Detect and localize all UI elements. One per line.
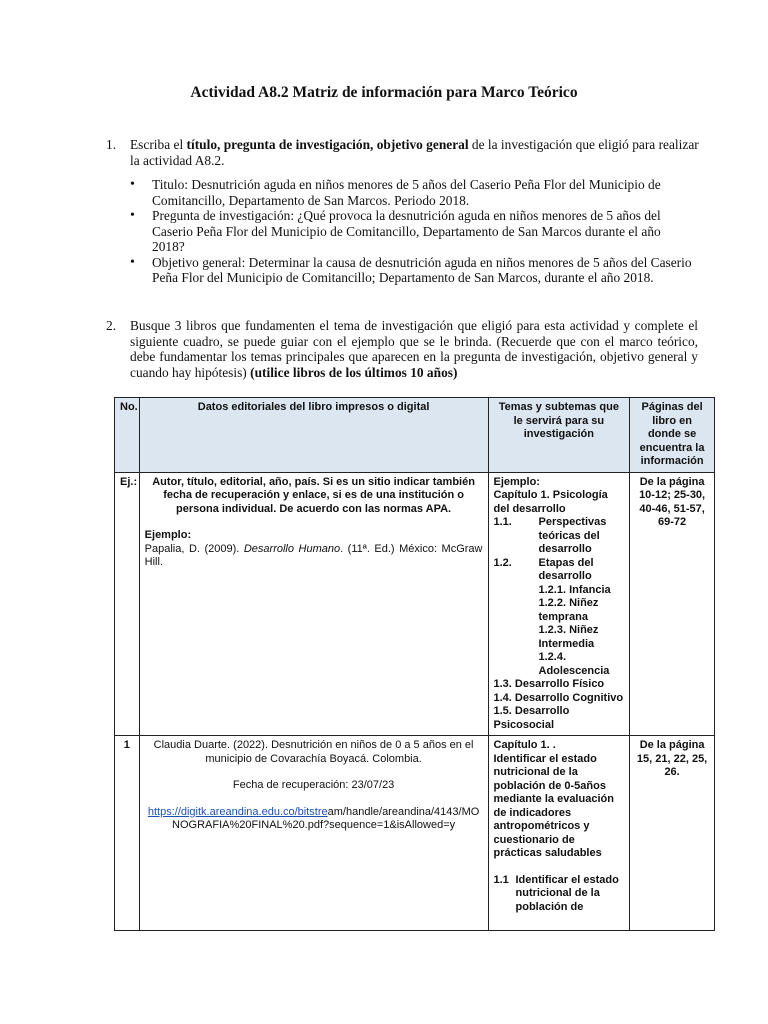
example-ref-title: Desarrollo Humano bbox=[243, 542, 341, 555]
table-row-1 bbox=[115, 736, 715, 931]
question-2-bold: (utilice libros de los últimos 10 años) bbox=[250, 364, 458, 380]
document-title: Actividad A8.2 Matriz de información para Marco Teórico bbox=[190, 84, 578, 101]
research-info-list bbox=[130, 177, 692, 286]
cell-row1-editorial bbox=[139, 736, 488, 931]
table-header-row bbox=[115, 398, 715, 473]
bullet-objective: • Objetivo general: Determinar la causa de desnutrición aguda en niños menores de 5 años del Caserio Peña Flor del Municipio de Comitancillo; Departamento de San Marcos, durante el año 2018. bbox=[130, 255, 692, 286]
row1-subtopic-text: Identificar el estado nutricional de la población de bbox=[515, 873, 619, 913]
topic-1-2-3: 1.2.3. Niñez Intermedia bbox=[538, 624, 599, 650]
topics-chapter: Capítulo 1. Psicología del desarrollo bbox=[493, 489, 608, 515]
row1-chapter-body: Identificar el estado nutricional de la población de 0-5años mediante la evaluación de indicadores antropométricos y cuestionario de prácticas saludables bbox=[493, 752, 614, 859]
topics-label: Ejemplo: bbox=[493, 475, 540, 488]
topic-1-3: 1.3. Desarrollo Físico bbox=[493, 678, 605, 690]
cell-example-editorial bbox=[139, 472, 488, 736]
question-1-number: 1. bbox=[106, 137, 117, 152]
cell-row1-no: 1 bbox=[115, 736, 140, 931]
row1-link-rest: am/handle/areandina/4143/MONOGRAFIA%20FINAL%20.pdf?sequence=1&isAllowed=y bbox=[172, 805, 480, 831]
topic-1-2-4: 1.2.4. Adolescencia bbox=[538, 651, 610, 677]
topic-1-2-1: 1.2.1. Infancia bbox=[538, 583, 611, 596]
example-label: Ejemplo: bbox=[144, 529, 192, 541]
cell-row1-pages: De la página 15, 21, 22, 25, 26. bbox=[630, 736, 715, 931]
information-matrix-table bbox=[114, 397, 715, 931]
question-1-text bbox=[130, 137, 706, 168]
header-topics: Temas y subtemas que le servirá para su investigación bbox=[488, 398, 630, 473]
topic-1-5: 1.5. Desarrollo Psicosocial bbox=[493, 705, 570, 731]
row1-retrieval-date: Fecha de recuperación: 23/07/23 bbox=[232, 779, 395, 791]
cell-example-pages: De la página 10-12; 25-30, 40-46, 51-57, 69-72 bbox=[630, 472, 715, 736]
header-no: No. bbox=[115, 398, 140, 473]
row1-link bbox=[145, 806, 483, 833]
topic-1-2-num: 1.2. bbox=[493, 556, 512, 569]
question-2-body: Busque 3 libros que fundamenten el tema de investigación que eligió para esta actividad y complete el siguiente cuadro, se puede guiar con el ejemplo que se le brinda. (Recuerde que con el marco teórico, debe fundamentar los temas principales que aparecen en la pregunta de investigación, objetivo general y cuando hay hipótesis) bbox=[130, 318, 698, 380]
row1-reference: Claudia Duarte. (2022). Desnutrición en niños de 0 a 5 años en el municipio de Covarachía Boyacá. Colombia. bbox=[153, 739, 474, 765]
topic-1-4: 1.4. Desarrollo Cognitivo bbox=[493, 691, 624, 704]
topic-1-1-text: Perspectivas teóricas del desarrollo bbox=[538, 516, 607, 555]
question-2-number: 2. bbox=[106, 318, 117, 333]
question-1 bbox=[106, 137, 706, 168]
bullet-question: • Pregunta de investigación: ¿Qué provoca la desnutrición aguda en niños menores de 5 años del Caserio Peña Flor del Municipio de Comitancillo, Departamento de San Marcos durante el año 2018? bbox=[130, 208, 692, 255]
example-ref-author: Papalia, D. (2009). bbox=[144, 542, 244, 555]
topic-1-2-2: 1.2.2. Niñez temprana bbox=[538, 597, 599, 623]
topic-1-1 bbox=[494, 516, 625, 557]
header-editorial-data: Datos editoriales del libro impresos o digital bbox=[139, 398, 488, 473]
cell-example-no: Ej.: bbox=[115, 472, 140, 736]
topic-1-2 bbox=[494, 557, 625, 584]
question-2 bbox=[106, 318, 698, 380]
example-ref-rest: . (11ª. Ed.) México: McGraw Hill. bbox=[144, 542, 483, 568]
row1-chapter-title: Capítulo 1. . bbox=[493, 739, 556, 751]
cell-example-topics bbox=[488, 472, 630, 736]
header-pages: Páginas del libro en donde se encuentra la información bbox=[630, 398, 715, 473]
question-1-pre: Escriba el bbox=[130, 137, 187, 152]
topic-1-1-num: 1.1. bbox=[493, 516, 512, 528]
cell-row1-topics bbox=[488, 736, 630, 931]
row1-subtopic-num: 1.1 bbox=[493, 873, 509, 886]
table-row-example bbox=[115, 472, 715, 736]
topic-1-2-text: Etapas del desarrollo bbox=[538, 556, 594, 582]
example-instructions: Autor, título, editorial, año, país. Si es un sitio indicar también fecha de recuperación y enlace, si es de una institución o persona individual. De acuerdo con las normas APA. bbox=[152, 475, 475, 515]
question-1-post: de la investigación que eligió para realizar la actividad A8.2. bbox=[130, 137, 699, 168]
question-2-text bbox=[130, 318, 698, 380]
row1-subtopic-1-1 bbox=[494, 874, 625, 915]
question-1-bold: título, pregunta de investigación, objetivo general bbox=[186, 137, 469, 152]
example-reference bbox=[145, 543, 483, 570]
bullet-title: • Titulo: Desnutrición aguda en niños menores de 5 años del Caserio Peña Flor del Municipio de Comitancillo, Departamento de San Marcos. Periodo 2018. bbox=[130, 177, 692, 208]
row1-link-anchor[interactable]: https://digitk.areandina.edu.co/bitstre bbox=[147, 805, 328, 818]
